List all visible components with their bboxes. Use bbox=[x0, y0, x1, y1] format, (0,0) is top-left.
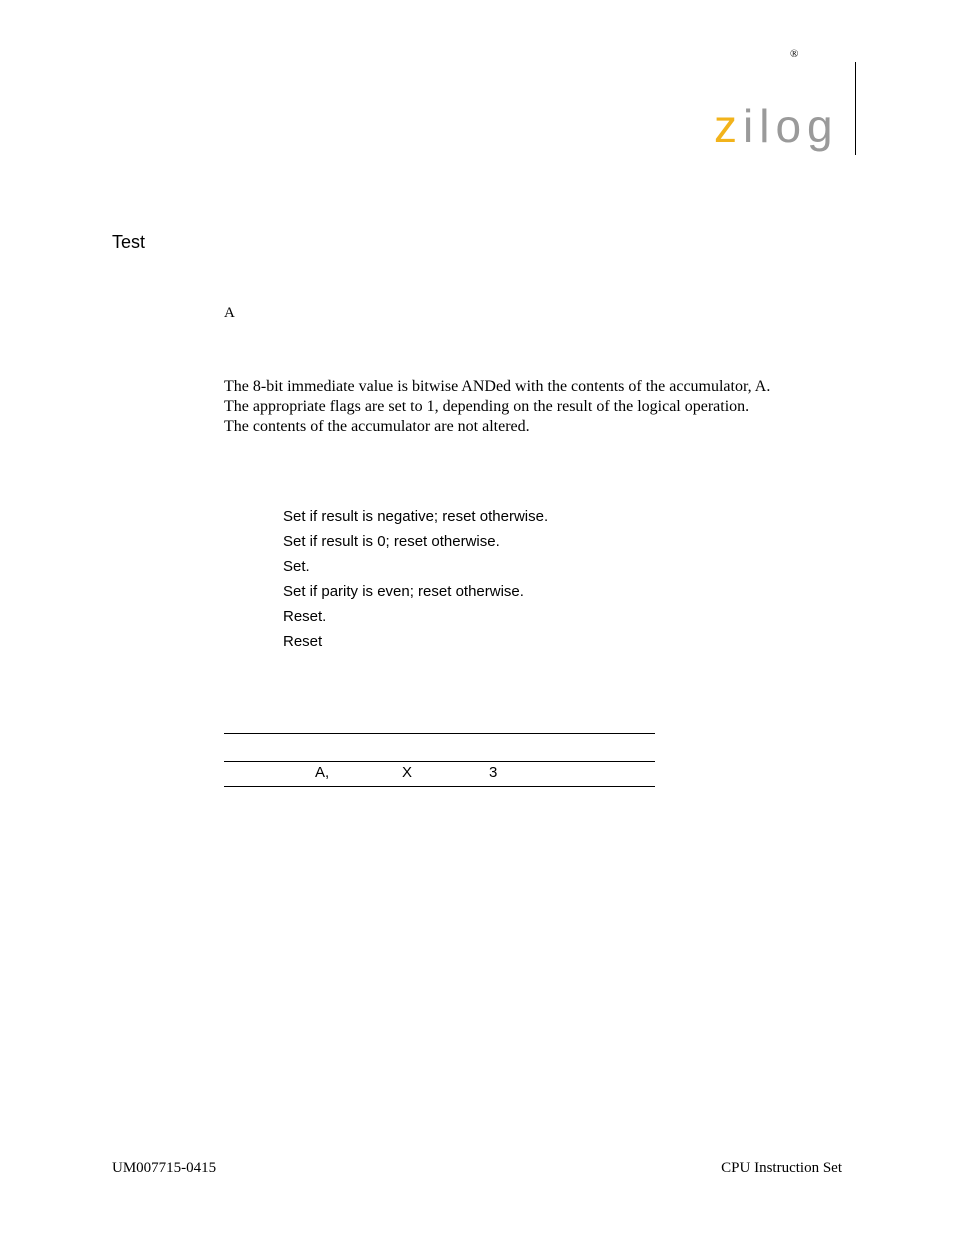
table-top-rule bbox=[224, 733, 655, 734]
flag-description: Reset. bbox=[283, 608, 327, 625]
header-divider bbox=[855, 62, 856, 155]
flag-description: Set. bbox=[283, 558, 310, 575]
description-line: The contents of the accumulator are not altered. bbox=[224, 418, 530, 435]
table-cell: 3 bbox=[489, 764, 498, 781]
description-line: The 8-bit immediate value is bitwise ANDed with the contents of the accumulator, A. bbox=[224, 378, 771, 395]
table-header-rule bbox=[224, 761, 655, 762]
flag-description: Reset bbox=[283, 633, 323, 650]
table-cell: A, bbox=[315, 764, 330, 781]
operand-text: A bbox=[224, 305, 235, 321]
flag-description: Set if result is 0; reset otherwise. bbox=[283, 533, 500, 550]
zilog-logo bbox=[714, 106, 844, 156]
svg-text:zilog: zilog bbox=[714, 106, 839, 152]
description-line: The appropriate flags are set to 1, depending on the result of the logical operation. bbox=[224, 398, 750, 415]
flag-description: Set if result is negative; reset otherwise. bbox=[283, 508, 549, 525]
table-bottom-rule bbox=[224, 786, 655, 787]
table-cell: X bbox=[402, 764, 413, 781]
section-heading: Test bbox=[112, 232, 146, 252]
flag-description: Set if parity is even; reset otherwise. bbox=[283, 583, 524, 600]
registered-trademark: ® bbox=[790, 48, 799, 60]
document-number: UM007715-0415 bbox=[112, 1160, 217, 1176]
chapter-title: CPU Instruction Set bbox=[721, 1160, 842, 1176]
